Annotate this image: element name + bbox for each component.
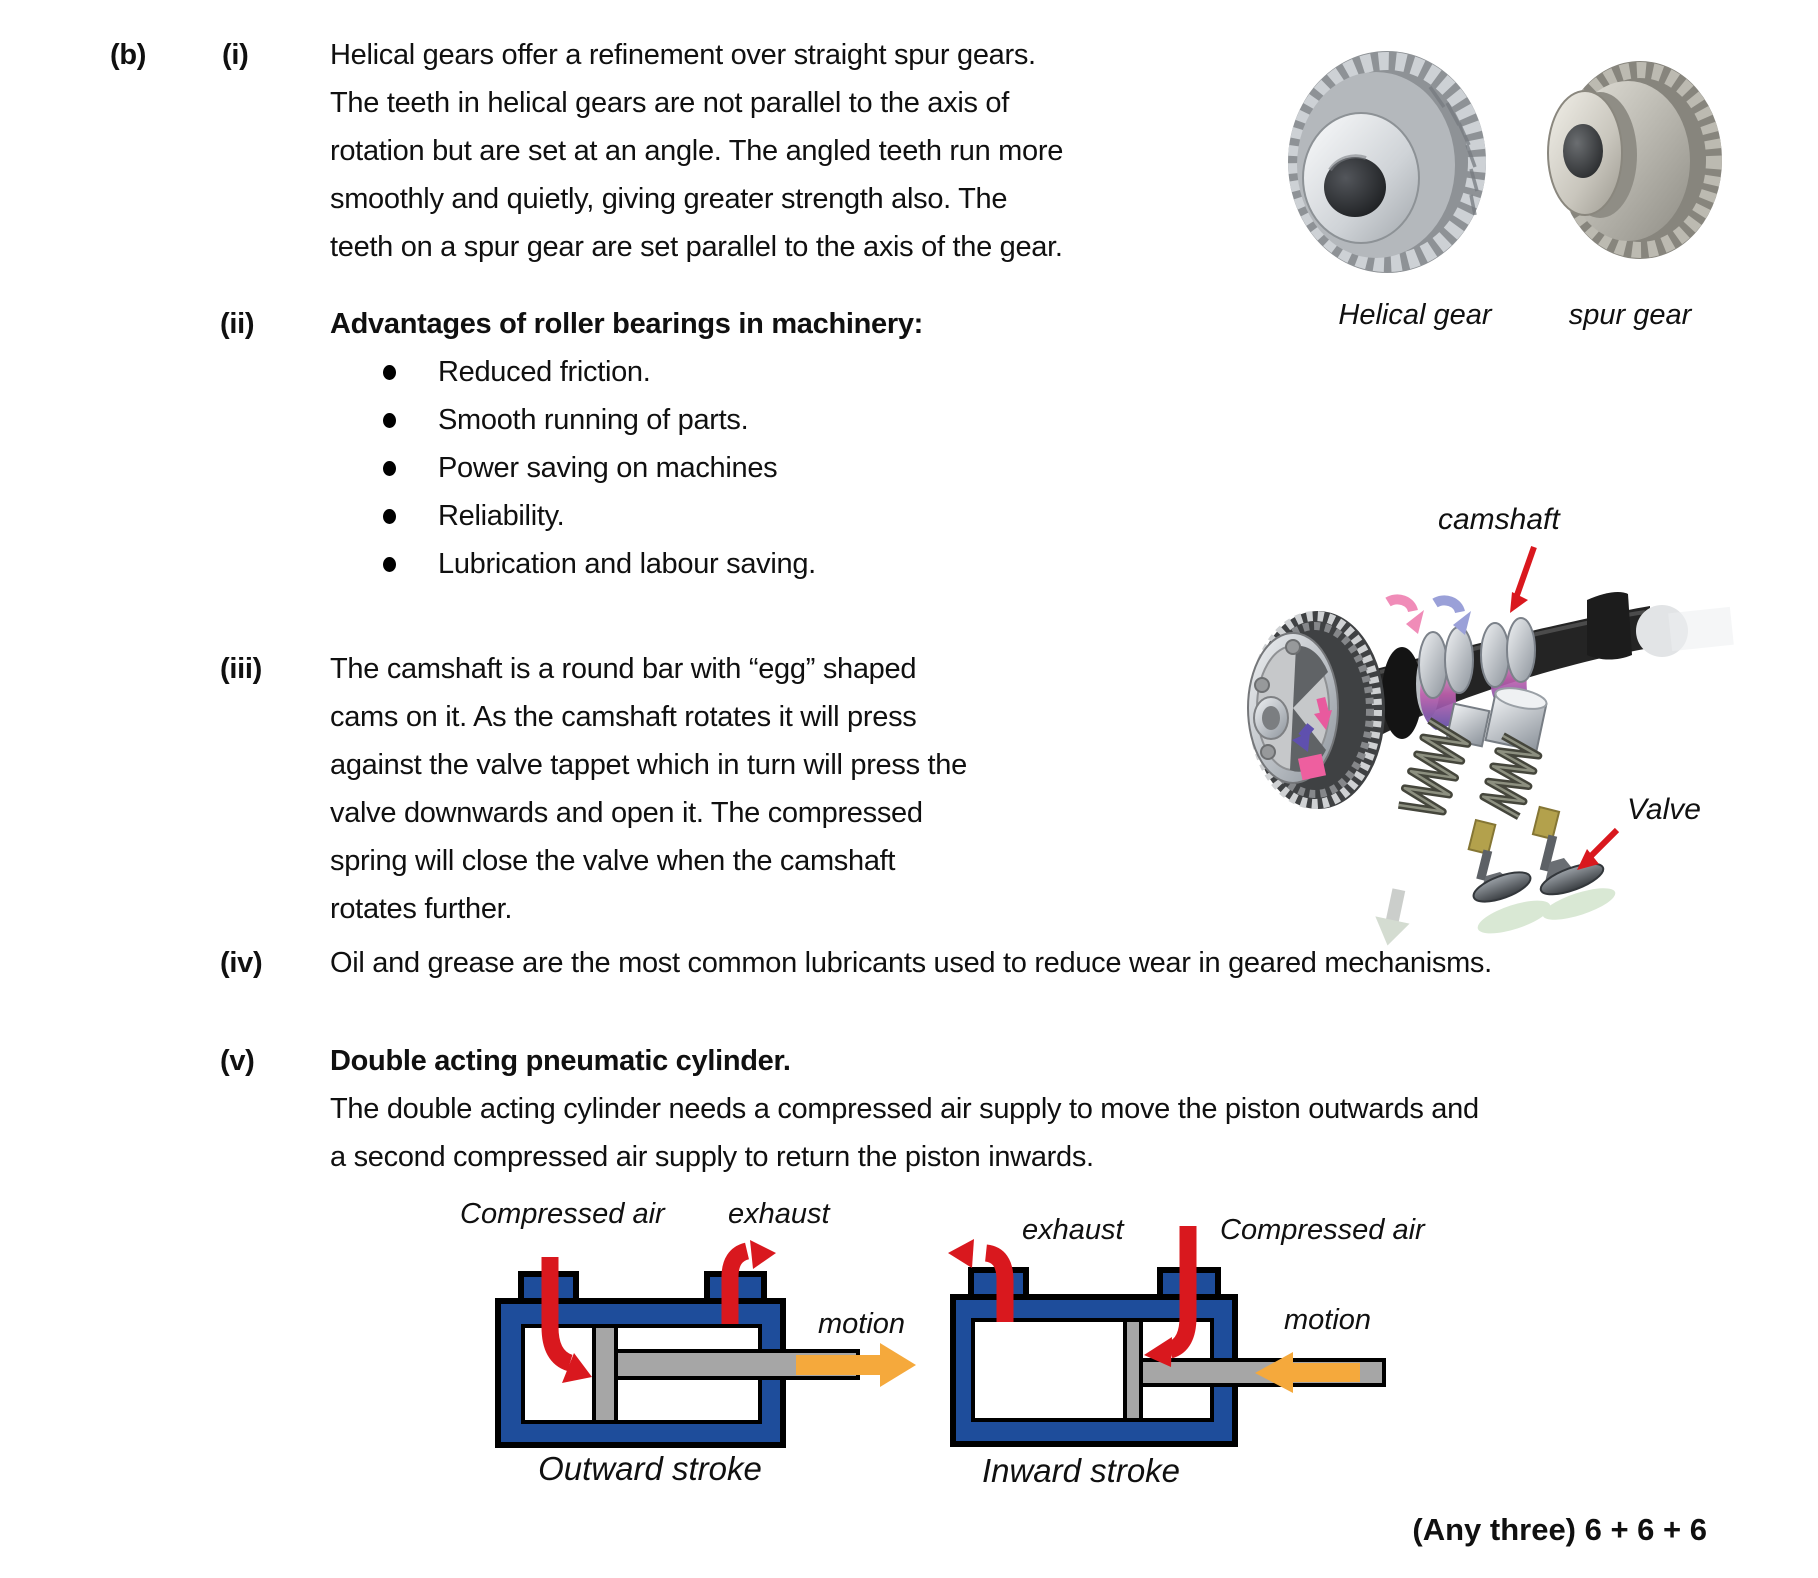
section-iv-label: (iv) (220, 947, 263, 979)
bullet-icon (383, 365, 396, 380)
outward-compressed-air-label: Compressed air (460, 1198, 665, 1230)
camshaft-label: camshaft (1438, 503, 1560, 536)
bullet-icon (383, 461, 396, 476)
bullet-icon (383, 557, 396, 572)
helical-gear-caption: Helical gear (1338, 299, 1492, 331)
list-item: Reduced friction. (383, 348, 816, 396)
shaft-collar (1382, 647, 1422, 739)
valve-pointer-arrow (1577, 830, 1617, 870)
text-line: valve downwards and open it. The compressed (330, 797, 923, 829)
section-v-paragraph (330, 1085, 1479, 1181)
text-line: The double acting cylinder needs a compressed air supply to move the piston outwards and (330, 1093, 1479, 1125)
valves (1469, 807, 1619, 940)
section-i-paragraph (330, 31, 1063, 271)
text-line: cams on it. As the camshaft rotates it will press (330, 701, 917, 733)
spur-gear-photo (1540, 55, 1725, 270)
text-line: a second compressed air supply to return the piston inwards. (330, 1141, 1094, 1173)
list-item: Reliability. (383, 492, 816, 540)
camshaft-sprocket (1248, 611, 1385, 809)
text-line: against the valve tappet which in turn will press the (330, 749, 967, 781)
section-ii-heading: Advantages of roller bearings in machinery: (330, 308, 924, 340)
text-line: smoothly and quietly, giving greater strength also. The (330, 183, 1008, 215)
list-item: Smooth running of parts. (383, 396, 816, 444)
outward-exhaust-label: exhaust (728, 1198, 830, 1230)
section-v-label: (v) (220, 1045, 255, 1077)
inward-compressed-air-label: Compressed air (1220, 1214, 1425, 1246)
text-line: teeth on a spur gear are set parallel to the axis of the gear. (330, 231, 1063, 263)
outward-motion-label: motion (818, 1308, 906, 1340)
spur-gear-caption: spur gear (1568, 299, 1692, 331)
pink-rotation-arrow-icon (1388, 599, 1424, 634)
camshaft-pointer-arrow (1510, 547, 1534, 613)
spur-gear (1548, 61, 1722, 259)
text-line: rotates further. (330, 893, 513, 925)
outward-stroke-caption: Outward stroke (538, 1450, 762, 1487)
section-iii-paragraph (330, 645, 967, 933)
section-iv-text: Oil and grease are the most common lubricants used to reduce wear in geared mechanisms. (330, 947, 1492, 979)
bullet-icon (383, 509, 396, 524)
text-line: spring will close the valve when the camshaft (330, 845, 896, 877)
helical-gear (1288, 51, 1486, 273)
section-v-heading: Double acting pneumatic cylinder. (330, 1045, 791, 1077)
section-ii-label: (ii) (220, 308, 255, 340)
valve-label: Valve (1627, 793, 1701, 826)
section-iii-label: (iii) (220, 653, 262, 685)
bullet-icon (383, 413, 396, 428)
text-line: Helical gears offer a refinement over straight spur gears. (330, 39, 1036, 71)
camshaft-figure (1150, 500, 1750, 950)
inward-exhaust-label: exhaust (1022, 1214, 1124, 1246)
helical-gear-photo (1280, 45, 1495, 280)
text-line: The camshaft is a round bar with “egg” shaped (330, 653, 917, 685)
text-line: rotation but are set at an angle. The angled teeth run more (330, 135, 1064, 167)
inward-stroke-caption: Inward stroke (981, 1452, 1181, 1489)
list-item: Lubrication and labour saving. (383, 540, 816, 588)
section-i-label: (i) (222, 39, 249, 71)
part-label: (b) (110, 39, 147, 71)
inward-motion-label: motion (1284, 1304, 1372, 1336)
marks-note: (Any three) 6 + 6 + 6 (1412, 1512, 1707, 1547)
section-ii-bullet-list (383, 348, 816, 588)
text-line: The teeth in helical gears are not parallel to the axis of (330, 87, 1010, 119)
list-item: Power saving on machines (383, 444, 816, 492)
